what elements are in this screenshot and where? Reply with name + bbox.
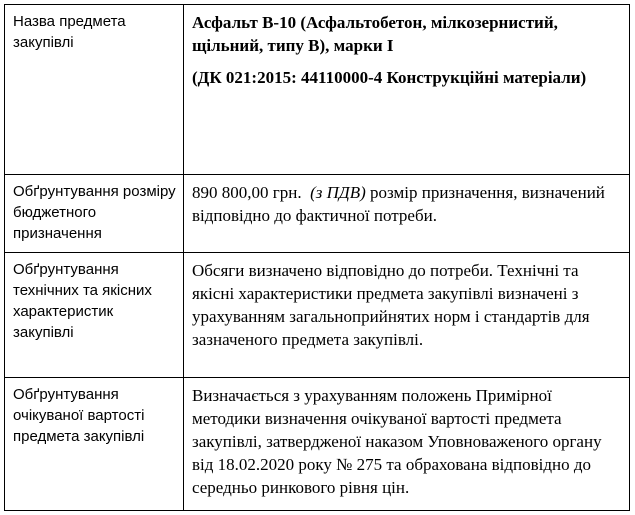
budget-description: розмір призначення, визначений відповідно до фактичної потреби. bbox=[192, 183, 605, 225]
expected-cost-label: Обґрунтування очікуваної вартості предмета закупівлі bbox=[5, 378, 184, 511]
table-row-expected-cost bbox=[5, 378, 630, 511]
table-row-budget bbox=[5, 175, 630, 253]
subject-value bbox=[184, 5, 630, 175]
table-row-subject bbox=[5, 5, 630, 175]
subject-label: Назва предмета закупівлі bbox=[5, 5, 184, 175]
procurement-table bbox=[4, 4, 630, 511]
expected-cost-value: Визначається з урахуванням положень Примірної методики визначення очікуваної вартості предмета закупівлі, затвердженої наказом Уповноваженого органу від 18.02.2020 року № 275 та обрахована відповідно до середньо ринкового рівня цін. bbox=[184, 378, 630, 511]
technical-value: Обсяги визначено відповідно до потреби. Технічні та якісні характеристики предмета закупівлі визначені з урахуванням загальноприйнятих норм і стандартів для зазначеного предмета закупівлі. bbox=[184, 253, 630, 378]
table-row-technical bbox=[5, 253, 630, 378]
vat-note: (з ПДВ) bbox=[310, 183, 366, 202]
subject-name: Асфальт В-10 (Асфальтобетон, мілкозернистий, щільний, типу В), марки І bbox=[192, 13, 558, 55]
budget-amount: 890 800,00 грн. bbox=[192, 183, 302, 202]
budget-label: Обґрунтування розміру бюджетного призначення bbox=[5, 175, 184, 253]
budget-value bbox=[184, 175, 630, 253]
technical-label: Обґрунтування технічних та якісних характеристик закупівлі bbox=[5, 253, 184, 378]
subject-classifier: (ДК 021:2015: 44110000-4 Конструкційні матеріали) bbox=[192, 68, 587, 87]
